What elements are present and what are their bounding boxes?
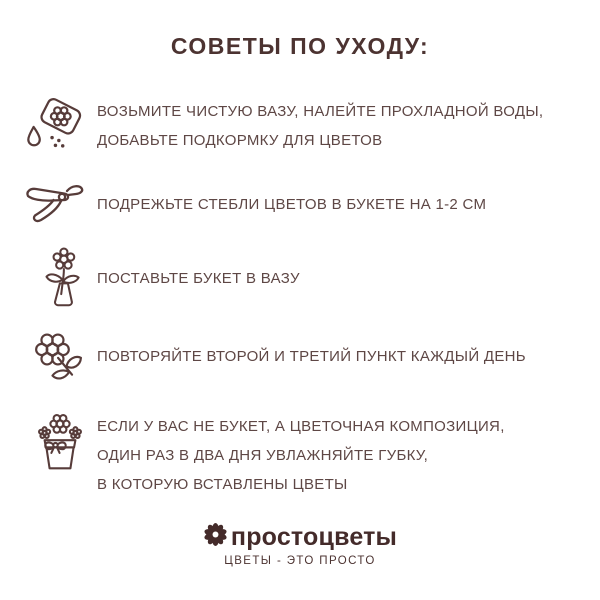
tip-item-4 bbox=[20, 328, 588, 384]
brand-logo bbox=[0, 522, 600, 567]
tip-text bbox=[97, 342, 588, 371]
tip-line: ЕСЛИ У ВАС НЕ БУКЕТ, А ЦВЕТОЧНАЯ КОМПОЗИЦИЯ, bbox=[97, 418, 505, 435]
tip-line: В КОТОРУЮ ВСТАВЛЕНЫ ЦВЕТЫ bbox=[97, 476, 348, 493]
tip-text bbox=[97, 190, 588, 219]
tip-line: ПОСТАВЬТЕ БУКЕТ В ВАЗУ bbox=[97, 269, 300, 287]
tip-line: ПОДРЕЖЬТЕ СТЕБЛИ ЦВЕТОВ В БУКЕТЕ НА 1-2 СМ bbox=[97, 195, 487, 213]
flower-vase-icon bbox=[20, 247, 88, 309]
flower-pot-icon bbox=[26, 412, 94, 472]
tip-line: ПОВТОРЯЙТЕ ВТОРОЙ И ТРЕТИЙ ПУНКТ КАЖДЫЙ ДЕНЬ bbox=[97, 347, 526, 365]
tip-item-2 bbox=[20, 179, 588, 229]
brand-name: простоцветы bbox=[230, 522, 398, 551]
tip-line: ДОБАВЬТЕ ПОДКОРМКУ ДЛЯ ЦВЕТОВ bbox=[97, 132, 383, 149]
tip-item-5 bbox=[20, 412, 588, 499]
flower-icon bbox=[20, 328, 88, 384]
tip-text bbox=[97, 97, 588, 155]
page-title: СОВЕТЫ ПО УХОДУ: bbox=[170, 33, 430, 59]
tip-text bbox=[97, 264, 588, 293]
tip-line: ОДИН РАЗ В ДВА ДНЯ УВЛАЖНЯЙТЕ ГУБКУ, bbox=[97, 447, 429, 464]
tip-item-1 bbox=[20, 95, 588, 157]
logo-flower-icon bbox=[203, 522, 228, 552]
tip-text bbox=[97, 412, 588, 499]
pruning-shears-icon bbox=[20, 179, 88, 229]
tip-item-3 bbox=[20, 247, 588, 309]
tip-line: ВОЗЬМИТЕ ЧИСТУЮ ВАЗУ, НАЛЕЙТЕ ПРОХЛАДНОЙ ВОДЫ, bbox=[97, 103, 544, 120]
fertilizer-packet-icon bbox=[20, 95, 88, 157]
brand-tagline: ЦВЕТЫ - ЭТО ПРОСТО bbox=[224, 555, 376, 567]
